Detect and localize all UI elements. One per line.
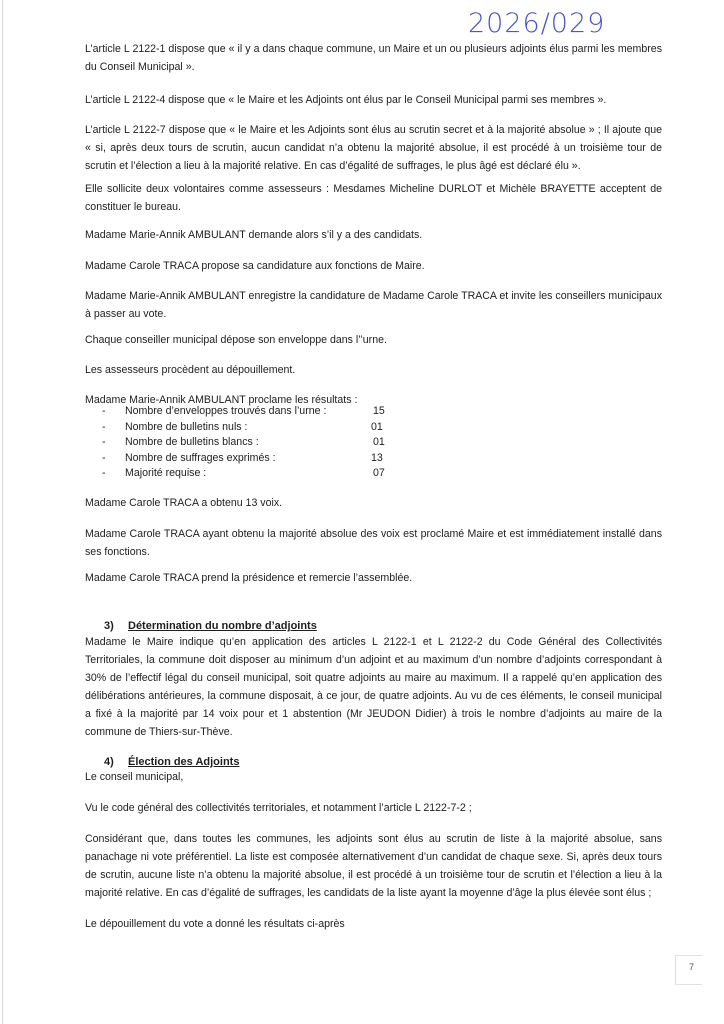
- result-row: [85, 435, 505, 451]
- result-value: 01: [371, 420, 383, 433]
- result-row: [85, 420, 505, 436]
- result-value: 07: [373, 467, 385, 479]
- paragraph-candidature: Madame Carole TRACA propose sa candidature aux fonctions de Maire.: [85, 260, 425, 272]
- vote-results-list: [85, 404, 505, 482]
- result-row: [85, 466, 505, 482]
- handwritten-reference-stamp: 2026/029: [468, 8, 606, 39]
- paragraph-depouillement: Les assesseurs procèdent au dépouillement.: [85, 364, 296, 376]
- page-number: 7: [689, 962, 695, 972]
- section-4-intro: Le conseil municipal,: [85, 771, 184, 783]
- result-value: 15: [373, 405, 385, 417]
- bullet-dash: -: [102, 451, 106, 464]
- result-label: Nombre de bulletins blancs :: [125, 436, 259, 448]
- paragraph-voix: Madame Carole TRACA a obtenu 13 voix.: [85, 497, 283, 509]
- result-label: Nombre d’enveloppes trouvés dans l’urne :: [125, 405, 327, 417]
- result-value: 13: [371, 451, 383, 464]
- section-3-body: Madame le Maire indique qu’en application des articles L 2122-1 et L 2122-2 du Code Général des Collectivités Territoriales, la commune doit disposer au minimum d’un adjoint et au maximum d’un nombre d’adjoints correspondant à 30% de l’effectif légal du conseil municipal, soit quatre adjoints au maire au maximum. Il a rappelé qu’en application des délibérations antérieures, la commune disposait, à ce jour, de quatre adjoints. Au vu de ces éléments, le conseil municipal a fixé à la majorité par 14 voix pour et 1 abstention (Mr JEUDON Didier) à trois le nombre d’adjoints au maire de la commune de Thiers-sur-Thève.: [85, 636, 662, 738]
- result-label: Majorité requise :: [125, 467, 207, 479]
- section-3-heading: [104, 618, 317, 634]
- bullet-dash: -: [102, 405, 106, 417]
- section-title: Élection des Adjoints: [128, 756, 240, 768]
- paragraph-enregistre: Madame Marie-Annik AMBULANT enregistre la candidature de Madame Carole TRACA et invite les conseillers municipaux à passer au vote.: [85, 290, 662, 320]
- section-4-considerant: Considérant que, dans toutes les communes, les adjoints sont élus au scrutin de liste à la majorité absolue, sans panachage ni vote préférentiel. La liste est composée alternativement d’un candidat de chaque sexe. Si, après deux tours de scrutin, aucune liste n’a obtenu la majorité absolue, il est procédé à un troisième tour de scrutin et l’élection a lieu à la majorité relative. En cas d’égalité de suffrages, les candidats de la liste ayant la moyenne d’âge la plus élevée sont élus ;: [85, 833, 662, 899]
- paragraph-article-l2122-1: L’article L 2122-1 dispose que « il y a dans chaque commune, un Maire et un ou plusieurs adjoints élus parmi les membres du Conseil Municipal ».: [85, 43, 662, 73]
- result-value: 01: [373, 436, 385, 448]
- bullet-dash: -: [102, 467, 106, 479]
- section-4-vu: Vu le code général des collectivités territoriales, et notamment l’article L 2122-7-2 ;: [85, 802, 472, 814]
- paragraph-enveloppe: Chaque conseiller municipal dépose son enveloppe dans l’’urne.: [85, 334, 387, 346]
- section-number: 3): [104, 620, 114, 632]
- paragraph-proclame-maire: Madame Carole TRACA ayant obtenu la majorité absolue des voix est proclamé Maire et est immédiatement installé dans ses fonctions.: [85, 528, 662, 558]
- section-4-depouillement: Le dépouillement du vote a donné les résultats ci-après: [85, 918, 345, 930]
- section-title: Détermination du nombre d’adjoints: [128, 620, 317, 632]
- paragraph-article-l2122-7: L’article L 2122-7 dispose que « le Maire et les Adjoints sont élus au scrutin secret et à la majorité absolue » ; Il ajoute que « si, après deux tours de scrutin, aucun candidat n’a obtenu la majorité absolue, il est procédé à un troisième tour de scrutin et l’élection a lieu à la majorité relative. En cas d’égalité de suffrages, le plus âgé est déclaré élu ».: [85, 124, 662, 172]
- bullet-dash: -: [102, 420, 106, 433]
- result-label: Nombre de suffrages exprimés :: [125, 451, 276, 464]
- paragraph-candidats: Madame Marie-Annik AMBULANT demande alors s’il y a des candidats.: [85, 229, 423, 241]
- result-label: Nombre de bulletins nuls :: [125, 420, 248, 433]
- paragraph-assesseurs: Elle sollicite deux volontaires comme assesseurs : Mesdames Micheline DURLOT et Michèle BRAYETTE acceptent de constituer le bureau.: [85, 183, 662, 213]
- bullet-dash: -: [102, 436, 106, 448]
- paragraph-article-l2122-4: L’article L 2122-4 dispose que « le Maire et les Adjoints ont élus par le Conseil Municipal parmi ses membres ».: [85, 94, 607, 106]
- scan-left-edge: [2, 0, 3, 1024]
- result-row: [85, 404, 505, 420]
- result-row: [85, 451, 505, 467]
- section-number: 4): [104, 756, 114, 768]
- paragraph-presidence: Madame Carole TRACA prend la présidence et remercie l’assemblée.: [85, 572, 413, 584]
- paragraph-proclame: Madame Marie-Annik AMBULANT proclame les résultats :: [85, 394, 358, 406]
